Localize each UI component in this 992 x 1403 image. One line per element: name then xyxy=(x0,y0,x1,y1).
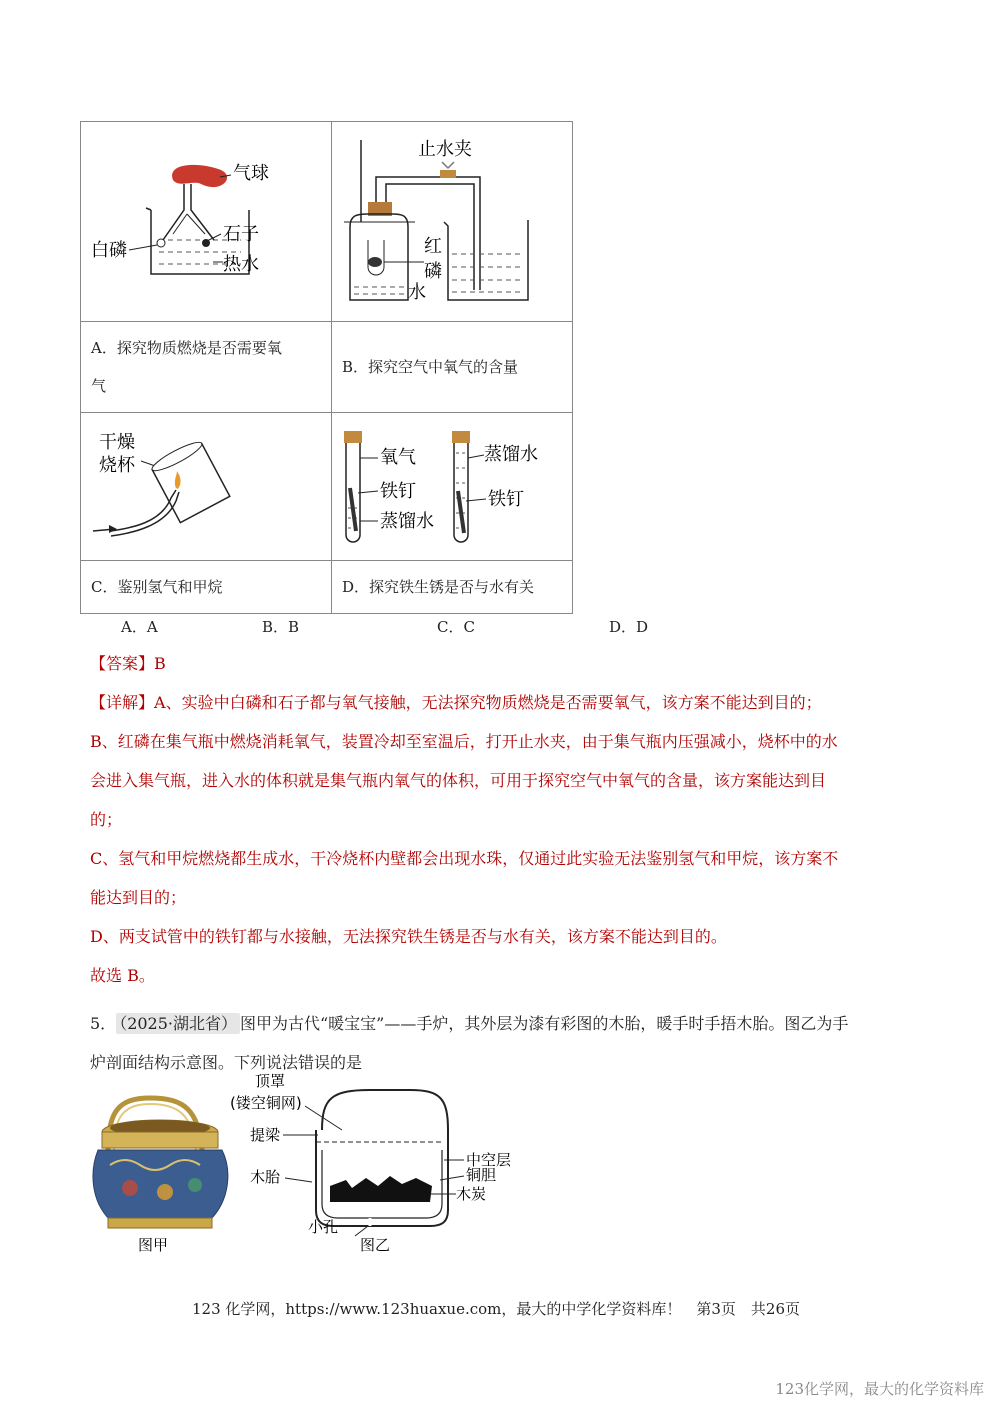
caption-a: A．探究物质燃烧是否需要氧 xyxy=(91,339,282,357)
label-balloon: 气球 xyxy=(233,163,269,184)
diagram-a xyxy=(81,122,331,317)
answer: 【答案】B xyxy=(90,654,166,673)
option-b: B．B xyxy=(262,618,300,636)
cell-a-image xyxy=(81,122,332,322)
experiment-table xyxy=(80,121,573,614)
cell-a-caption xyxy=(81,322,332,413)
cell-d-caption xyxy=(332,561,573,614)
detail-line-4: 的； xyxy=(90,810,123,829)
label-nail1: 铁钉 xyxy=(380,481,416,502)
label-copper-liner: 铜胆 xyxy=(466,1166,497,1184)
watermark: 123化学网，最大的化学资料库 xyxy=(775,1380,984,1398)
detail-line-1: A、实验中白磷和石子都与氧气接触，无法探究物质燃烧是否需要氧气，该方案不能达到目的； xyxy=(154,693,822,712)
label-dry2: 烧杯 xyxy=(99,455,135,476)
label-wood-body: 木胎 xyxy=(250,1168,281,1186)
label-stone: 石子 xyxy=(223,224,259,245)
cell-b-caption xyxy=(332,322,573,413)
q5-line-1: 图甲为古代“暖宝宝”——手炉，其外层为漆有彩图的木胎，暖手时手捂木胎。图乙为手 xyxy=(240,1014,849,1033)
label-distilled-water1: 蒸馏水 xyxy=(380,511,434,532)
detail-line-5: C、氢气和甲烷燃烧都生成水，干冷烧杯内壁都会出现水珠，仅通过此实验无法鉴别氢气和甲烷，该方案不 xyxy=(90,849,839,868)
caption-a2: 气 xyxy=(91,377,107,395)
label-water: 水 xyxy=(408,282,426,303)
caption-b: B．探究空气中氧气的含量 xyxy=(342,358,519,376)
label-nail2: 铁钉 xyxy=(488,489,524,510)
diagram-b xyxy=(332,122,572,317)
q5-source-tag: （2025·湖北省） xyxy=(116,1013,240,1034)
cell-c-image xyxy=(81,413,332,561)
label-dry1: 干燥 xyxy=(99,432,135,453)
option-d: D．D xyxy=(609,618,649,636)
label-charcoal: 木炭 xyxy=(456,1185,487,1203)
option-a: A．A xyxy=(121,618,158,636)
hand-warmer-figure xyxy=(90,1070,530,1260)
label-fig-yi: 图乙 xyxy=(360,1236,391,1254)
label-hot-water: 热水 xyxy=(223,254,259,275)
cell-b-image xyxy=(332,122,573,322)
q5-number: 5． xyxy=(90,1014,117,1033)
cell-c-caption xyxy=(81,561,332,614)
detail-line-2: B、红磷在集气瓶中燃烧消耗氧气，装置冷却至室温后，打开止水夹，由于集气瓶内压强减小，烧杯中的水 xyxy=(90,732,838,751)
caption-c: C．鉴别氢气和甲烷 xyxy=(91,578,223,596)
label-red-p1: 红 xyxy=(424,236,442,257)
page-footer: 123 化学网，https://www.123huaxue.com，最大的中学化学资料库！ 第3页 共26页 xyxy=(191,1300,801,1318)
cell-d-image xyxy=(332,413,573,561)
label-fig-jia: 图甲 xyxy=(138,1236,169,1254)
label-distilled-water2: 蒸馏水 xyxy=(484,444,538,465)
caption-d: D．探究铁生锈是否与水有关 xyxy=(342,578,535,596)
detail-head: 【详解】 xyxy=(90,693,155,712)
label-copper-mesh: (镂空铜网) xyxy=(230,1094,302,1112)
label-white-phosphorus: 白磷 xyxy=(91,240,127,261)
detail-block xyxy=(90,683,910,995)
diagram-c xyxy=(81,413,331,556)
detail-line-3: 会进入集气瓶，进入水的体积就是集气瓶内氧气的体积，可用于探究空气中氧气的含量，该方案能达到目 xyxy=(90,771,827,790)
label-oxygen: 氧气 xyxy=(380,447,416,468)
diagram-d xyxy=(332,413,572,556)
q5-line-2: 炉剖面结构示意图。下列说法错误的是 xyxy=(90,1053,363,1072)
label-clamp: 止水夹 xyxy=(418,139,472,160)
label-red-p2: 磷 xyxy=(424,261,442,282)
label-handle: 提梁 xyxy=(250,1126,281,1144)
detail-line-6: 能达到目的； xyxy=(90,888,187,907)
detail-line-7: D、两支试管中的铁钉都与水接触，无法探究铁生锈是否与水有关，该方案不能达到目的。 xyxy=(90,927,727,946)
label-hollow-layer: 中空层 xyxy=(466,1151,512,1169)
label-small-hole: 小孔 xyxy=(308,1218,339,1236)
label-top-cover: 顶罩 xyxy=(255,1072,286,1090)
option-c: C．C xyxy=(437,618,475,636)
detail-line-8: 故选 B。 xyxy=(90,966,155,985)
